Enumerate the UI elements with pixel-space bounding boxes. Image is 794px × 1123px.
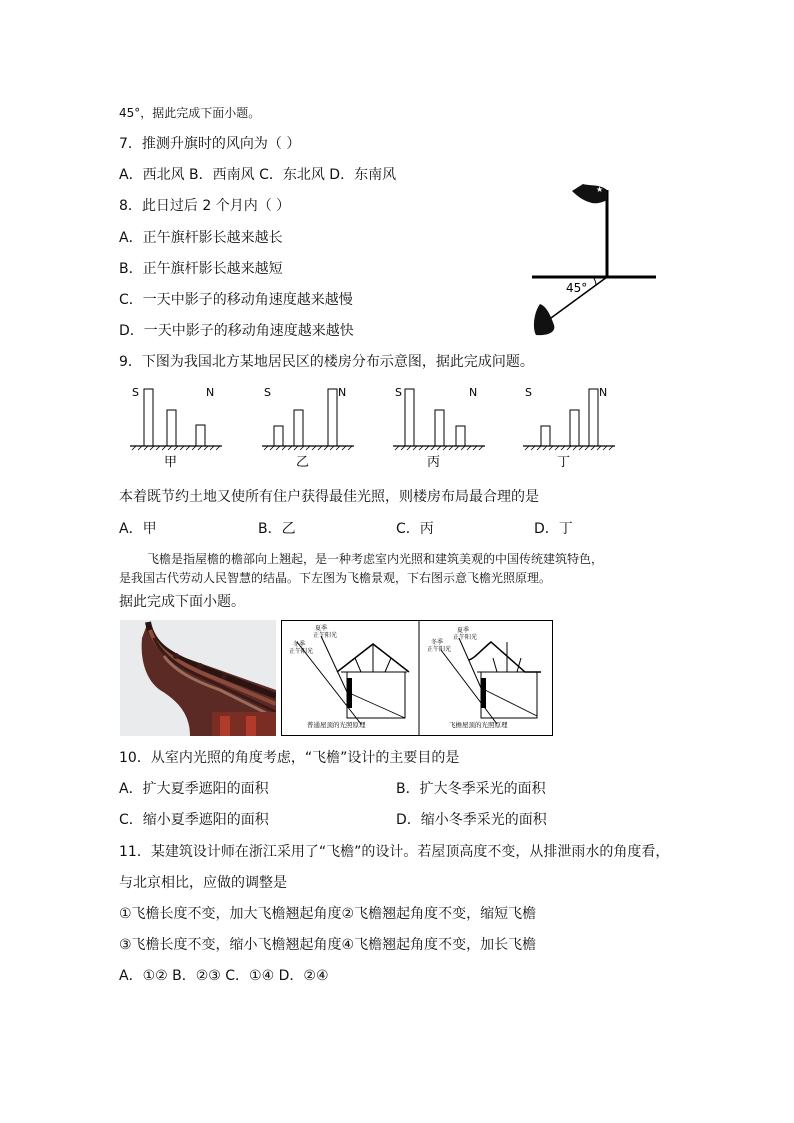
ground-hatch bbox=[264, 446, 352, 450]
north-label: N bbox=[206, 386, 215, 399]
flying-eave-caption: 飞檐屋顶的光照原理 bbox=[449, 721, 508, 729]
building-tall bbox=[328, 389, 337, 446]
panel-label: 甲 bbox=[164, 455, 178, 470]
south-label: S bbox=[395, 386, 402, 399]
q10-option-a: A．扩大夏季遮阳的面积 bbox=[119, 781, 269, 797]
q11-stem-line-2: 与北京相比，应做的调整是 bbox=[119, 875, 287, 891]
angle-label: 45° bbox=[566, 281, 588, 295]
intro-tail: 45°，据此完成下面小题。 bbox=[119, 106, 261, 120]
panel-ding bbox=[523, 380, 619, 470]
q9-question: 本着既节约土地又使所有住户获得最佳光照，则楼房布局最合理的是 bbox=[119, 489, 539, 505]
panel-label: 乙 bbox=[296, 455, 310, 470]
winter-sun-label-right: 冬季正午阳光 bbox=[427, 639, 452, 653]
building-mid bbox=[435, 410, 444, 446]
panel-jia bbox=[130, 380, 226, 470]
panel-bing bbox=[393, 380, 489, 470]
building-mid bbox=[570, 410, 579, 446]
building-short bbox=[456, 426, 465, 446]
q11-choice-line-1: ①飞檐长度不变，加大飞檐翘起角度②飞檐翘起角度不变，缩短飞檐 bbox=[119, 906, 537, 922]
flying-eave-photo bbox=[120, 620, 276, 736]
ground-hatch bbox=[395, 446, 483, 450]
building-short bbox=[274, 426, 283, 446]
building-tall bbox=[144, 389, 153, 446]
building-tall bbox=[405, 389, 414, 446]
south-label: S bbox=[132, 386, 139, 399]
q9-option-a: A．甲 bbox=[119, 521, 157, 537]
north-label: N bbox=[599, 386, 608, 399]
building-short bbox=[196, 425, 205, 446]
flag-shadow-figure bbox=[528, 180, 662, 340]
q8-option-b: B．正午旗杆影长越来越短 bbox=[119, 261, 283, 277]
q9-option-d: D．丁 bbox=[534, 521, 573, 537]
q10-option-c: C．缩小夏季遮阳的面积 bbox=[119, 812, 269, 828]
q8-option-a: A．正午旗杆影长越来越长 bbox=[119, 230, 283, 246]
passage-line-1: 飞檐是指屋檐的檐部向上翘起，是一种考虑室内光照和建筑美观的中国传统建筑特色， bbox=[147, 552, 604, 566]
building-mid bbox=[294, 410, 303, 446]
building-tall bbox=[589, 389, 598, 446]
north-label: N bbox=[338, 386, 347, 399]
building-short bbox=[541, 426, 550, 446]
panel-label: 丁 bbox=[557, 455, 571, 470]
q8-option-c: C．一天中影子的移动角速度越来越慢 bbox=[119, 292, 353, 308]
q10-option-b: B．扩大冬季采光的面积 bbox=[396, 781, 546, 797]
person-shadow-icon bbox=[534, 304, 554, 335]
q8-option-d: D．一天中影子的移动角速度越来越快 bbox=[119, 323, 354, 339]
q11-stem-line-1: 11．某建筑设计师在浙江采用了“飞檐”的设计。若屋顶高度不变，从排泄雨水的角度看， bbox=[119, 844, 670, 860]
q9-option-c: C．丙 bbox=[396, 521, 434, 537]
flag-star-icon: ★ bbox=[596, 185, 604, 194]
building-mid bbox=[167, 410, 176, 446]
ordinary-caption: 普通屋顶的光照原理 bbox=[307, 721, 366, 729]
q10-stem: 10．从室内光照的角度考虑，“飞檐”设计的主要目的是 bbox=[119, 750, 460, 766]
q9-stem: 9．下图为我国北方某地居民区的楼房分布示意图，据此完成问题。 bbox=[119, 354, 534, 370]
panel-yi bbox=[262, 380, 358, 470]
q11-options: A．①② B．②③ C．①④ D．②④ bbox=[119, 968, 329, 984]
north-label: N bbox=[469, 386, 478, 399]
q10-option-d: D．缩小冬季采光的面积 bbox=[396, 812, 547, 828]
winter-sun-label: 冬季正午阳光 bbox=[289, 641, 314, 655]
q7-stem: 7．推测升旗时的风向为（ ） bbox=[119, 136, 301, 152]
q11-choice-line-2: ③飞檐长度不变，缩小飞檐翘起角度④飞檐翘起角度不变，加长飞檐 bbox=[119, 937, 537, 953]
ground-hatch bbox=[132, 446, 220, 450]
panel-label: 丙 bbox=[427, 455, 441, 470]
south-label: S bbox=[264, 386, 271, 399]
passage-line-3: 据此完成下面小题。 bbox=[119, 594, 245, 610]
passage-line-2: 是我国古代劳动人民智慧的结晶。下左图为飞檐景观，下右图示意飞檐光照原理。 bbox=[119, 571, 552, 585]
south-label: S bbox=[525, 386, 532, 399]
q9-option-b: B．乙 bbox=[258, 521, 296, 537]
q7-options: A．西北风 B．西南风 C．东北风 D．东南风 bbox=[119, 167, 397, 183]
ground-hatch bbox=[525, 446, 613, 450]
q8-stem: 8．此日过后 2 个月内（ ） bbox=[119, 198, 291, 214]
eave-light-diagram bbox=[281, 620, 553, 736]
summer-sun-label: 夏季正午阳光 bbox=[313, 625, 338, 639]
summer-sun-label-right: 夏季正午阳光 bbox=[453, 627, 478, 641]
